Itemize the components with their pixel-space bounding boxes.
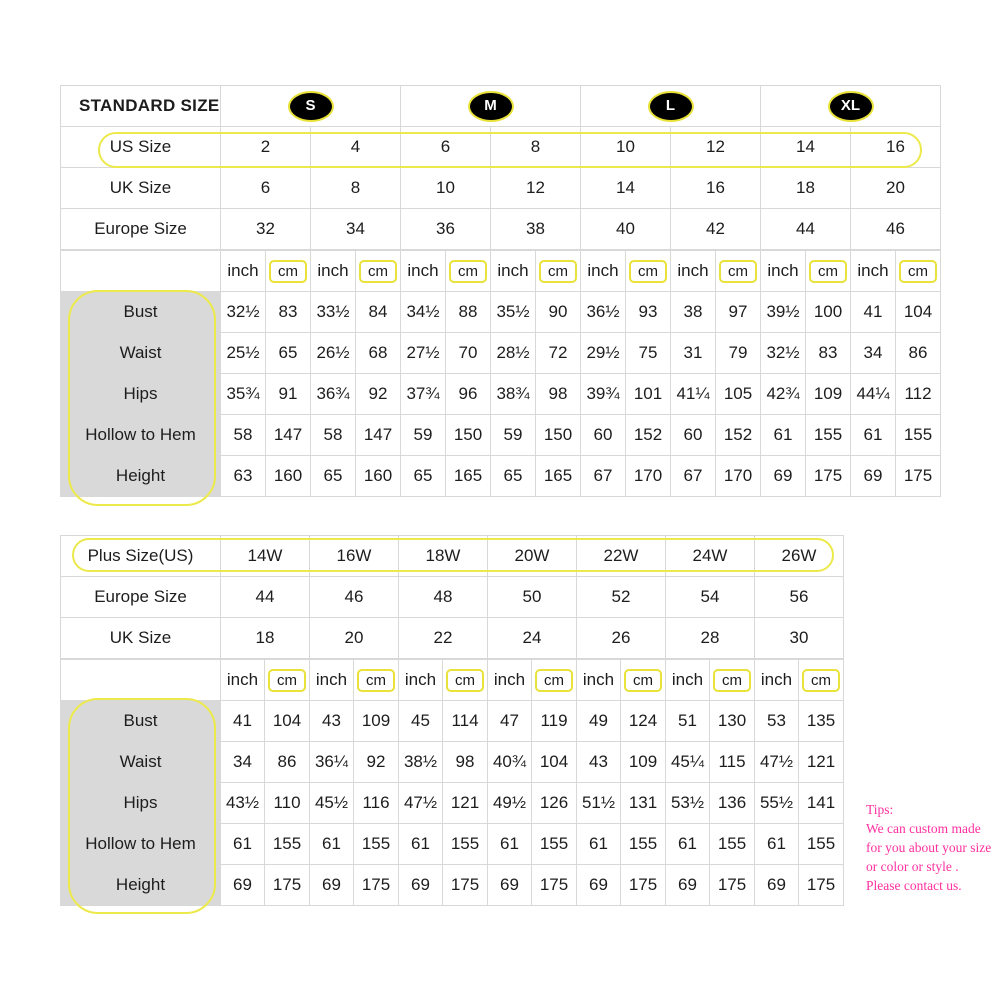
table-row: [61, 333, 941, 374]
cell: 69: [310, 865, 354, 906]
cell: 35¾: [221, 374, 266, 415]
cell: 37¾: [401, 374, 446, 415]
cell: 44: [221, 577, 310, 618]
cell: 65: [311, 456, 356, 497]
cell: 31: [671, 333, 716, 374]
size-bubble-l: L: [648, 91, 694, 122]
cell: 175: [806, 456, 851, 497]
cell: 12: [491, 168, 581, 209]
table-row: [61, 783, 844, 824]
cell: 53: [755, 701, 799, 742]
cell: 61: [666, 824, 710, 865]
table-row: [61, 127, 941, 168]
cell: 83: [266, 292, 311, 333]
standard-size-chart: [60, 85, 940, 497]
cell: 124: [621, 701, 666, 742]
row-label-waist: Waist: [61, 333, 221, 374]
cell: 12: [671, 127, 761, 168]
cell: 109: [806, 374, 851, 415]
cell: 155: [710, 824, 755, 865]
cell: 42¾: [761, 374, 806, 415]
cell: 56: [755, 577, 844, 618]
table-row: [61, 374, 941, 415]
cell: 61: [488, 824, 532, 865]
unit-inch: inch: [399, 660, 443, 701]
cell: 126: [532, 783, 577, 824]
cell: 47½: [399, 783, 443, 824]
cell: 70: [446, 333, 491, 374]
cell: 52: [577, 577, 666, 618]
cell: 45½: [310, 783, 354, 824]
cell: 61: [310, 824, 354, 865]
unit-inch: inch: [761, 251, 806, 292]
row-label-hips: Hips: [61, 374, 221, 415]
cell: 40¾: [488, 742, 532, 783]
cell: 86: [896, 333, 941, 374]
cell: 69: [761, 456, 806, 497]
cell: 165: [536, 456, 581, 497]
cell: 69: [221, 865, 265, 906]
unit-inch: inch: [755, 660, 799, 701]
cell: 91: [266, 374, 311, 415]
unit-row-label: [61, 251, 221, 292]
cell: 135: [799, 701, 844, 742]
unit-cm-cell: [621, 660, 666, 701]
cell: 58: [311, 415, 356, 456]
cell: 38¾: [491, 374, 536, 415]
cell: 10: [401, 168, 491, 209]
cell: 18W: [399, 536, 488, 577]
cell: 165: [446, 456, 491, 497]
cell: 155: [265, 824, 310, 865]
cell: 121: [799, 742, 844, 783]
cm-badge: cm: [535, 669, 573, 692]
cell: 34½: [401, 292, 446, 333]
cell: 51: [666, 701, 710, 742]
cell: 83: [806, 333, 851, 374]
cell: 63: [221, 456, 266, 497]
cell: 32½: [761, 333, 806, 374]
cell: 54: [666, 577, 755, 618]
table-row: [61, 618, 844, 659]
cell: 26: [577, 618, 666, 659]
cell: 38: [491, 209, 581, 250]
cell: 109: [354, 701, 399, 742]
cell: 20: [310, 618, 399, 659]
unit-inch: inch: [581, 251, 626, 292]
cell: 104: [532, 742, 577, 783]
cell: 110: [265, 783, 310, 824]
row-label-bust: Bust: [61, 292, 221, 333]
cell: 97: [716, 292, 761, 333]
cm-badge: cm: [446, 669, 484, 692]
cell: 61: [761, 415, 806, 456]
cell: 16: [851, 127, 941, 168]
unit-cm-cell: [532, 660, 577, 701]
cell: 68: [356, 333, 401, 374]
row-label-hollow-to-hem: Hollow to Hem: [61, 415, 221, 456]
cell: 39½: [761, 292, 806, 333]
unit-cm-cell: [446, 251, 491, 292]
cell: 32: [221, 209, 311, 250]
cell: 27½: [401, 333, 446, 374]
cell: 175: [265, 865, 310, 906]
cell: 59: [491, 415, 536, 456]
cell: 33½: [311, 292, 356, 333]
cell: 58: [221, 415, 266, 456]
unit-row-label: [61, 660, 221, 701]
cm-badge: cm: [713, 669, 751, 692]
cell: 114: [443, 701, 488, 742]
cell: 14: [761, 127, 851, 168]
cell: 152: [716, 415, 761, 456]
table-row: [61, 577, 844, 618]
cm-badge: cm: [269, 260, 307, 283]
cell: 41¼: [671, 374, 716, 415]
cell: 155: [806, 415, 851, 456]
cell: 72: [536, 333, 581, 374]
table-row: [61, 209, 941, 250]
cell: 4: [311, 127, 401, 168]
cell: 69: [851, 456, 896, 497]
size-bubble-m-cell: [401, 86, 581, 127]
cm-badge: cm: [802, 669, 840, 692]
cell: 69: [577, 865, 621, 906]
cell: 92: [354, 742, 399, 783]
cell: 14W: [221, 536, 310, 577]
row-label-height: Height: [61, 865, 221, 906]
unit-inch: inch: [221, 251, 266, 292]
cell: 170: [716, 456, 761, 497]
cell: 18: [221, 618, 310, 659]
cell: 160: [356, 456, 401, 497]
table-row: [61, 701, 844, 742]
table-row: [61, 292, 941, 333]
cell: 175: [896, 456, 941, 497]
cm-badge: cm: [268, 669, 306, 692]
cell: 67: [671, 456, 716, 497]
cell: 34: [851, 333, 896, 374]
table-row: [61, 742, 844, 783]
cell: 24: [488, 618, 577, 659]
unit-inch: inch: [671, 251, 716, 292]
cell: 61: [221, 824, 265, 865]
size-bubble-s: S: [288, 91, 334, 122]
row-label-bust: Bust: [61, 701, 221, 742]
cell: 29½: [581, 333, 626, 374]
size-bubble-xl-cell: [761, 86, 941, 127]
unit-cm-cell: [710, 660, 755, 701]
cell: 38½: [399, 742, 443, 783]
cell: 175: [710, 865, 755, 906]
row-label-us-size: US Size: [61, 127, 221, 168]
cell: 160: [266, 456, 311, 497]
size-bubble-l-cell: [581, 86, 761, 127]
cell: 47½: [755, 742, 799, 783]
cell: 36¾: [311, 374, 356, 415]
cell: 119: [532, 701, 577, 742]
cell: 30: [755, 618, 844, 659]
cell: 40: [581, 209, 671, 250]
cell: 48: [399, 577, 488, 618]
plus-measurement-table: [60, 659, 844, 906]
cell: 84: [356, 292, 401, 333]
cell: 6: [401, 127, 491, 168]
cm-badge: cm: [629, 260, 667, 283]
cell: 152: [626, 415, 671, 456]
cell: 92: [356, 374, 401, 415]
unit-cm-cell: [799, 660, 844, 701]
cell: 100: [806, 292, 851, 333]
cell: 45: [399, 701, 443, 742]
cell: 69: [399, 865, 443, 906]
cell: 98: [536, 374, 581, 415]
cell: 39¾: [581, 374, 626, 415]
cell: 155: [443, 824, 488, 865]
cell: 96: [446, 374, 491, 415]
cell: 104: [896, 292, 941, 333]
cell: 155: [621, 824, 666, 865]
cell: 150: [446, 415, 491, 456]
tips-line-2: We can custom made: [866, 821, 981, 836]
plus-unit-row: [61, 660, 844, 701]
cell: 86: [265, 742, 310, 783]
cell: 61: [577, 824, 621, 865]
cell: 130: [710, 701, 755, 742]
cell: 155: [896, 415, 941, 456]
cell: 175: [532, 865, 577, 906]
cell: 109: [621, 742, 666, 783]
unit-inch: inch: [488, 660, 532, 701]
cell: 43: [577, 742, 621, 783]
cell: 175: [799, 865, 844, 906]
cell: 2: [221, 127, 311, 168]
cell: 65: [401, 456, 446, 497]
unit-cm-cell: [356, 251, 401, 292]
cell: 141: [799, 783, 844, 824]
cm-badge: cm: [899, 260, 937, 283]
row-label-plus-size-us: Plus Size(US): [61, 536, 221, 577]
cm-badge: cm: [359, 260, 397, 283]
cell: 50: [488, 577, 577, 618]
cell: 41: [221, 701, 265, 742]
cell: 60: [671, 415, 716, 456]
unit-inch: inch: [221, 660, 265, 701]
cell: 28: [666, 618, 755, 659]
tips-line-1: Tips:: [866, 802, 894, 817]
cell: 55½: [755, 783, 799, 824]
cell: 41: [851, 292, 896, 333]
table-row: [61, 824, 844, 865]
cell: 67: [581, 456, 626, 497]
cell: 175: [354, 865, 399, 906]
cell: 69: [666, 865, 710, 906]
cell: 69: [755, 865, 799, 906]
unit-cm-cell: [716, 251, 761, 292]
cm-badge: cm: [809, 260, 847, 283]
cell: 43½: [221, 783, 265, 824]
cm-badge: cm: [449, 260, 487, 283]
cell: 49½: [488, 783, 532, 824]
cell: 136: [710, 783, 755, 824]
plus-size-chart: [60, 535, 842, 906]
row-label-uk-size: UK Size: [61, 168, 221, 209]
cm-badge: cm: [357, 669, 395, 692]
cell: 59: [401, 415, 446, 456]
cell: 105: [716, 374, 761, 415]
table-row: [61, 415, 941, 456]
cell: 61: [399, 824, 443, 865]
cell: 75: [626, 333, 671, 374]
tips-note: [866, 800, 996, 895]
cell: 32½: [221, 292, 266, 333]
tips-line-5: Please contact us.: [866, 878, 962, 893]
cell: 155: [799, 824, 844, 865]
cell: 34: [311, 209, 401, 250]
unit-cm-cell: [626, 251, 671, 292]
row-label-hollow-to-hem: Hollow to Hem: [61, 824, 221, 865]
row-label-hips: Hips: [61, 783, 221, 824]
cell: 36: [401, 209, 491, 250]
cell: 88: [446, 292, 491, 333]
unit-cm-cell: [265, 660, 310, 701]
cell: 43: [310, 701, 354, 742]
cell: 65: [491, 456, 536, 497]
cell: 20W: [488, 536, 577, 577]
cell: 46: [310, 577, 399, 618]
unit-cm-cell: [536, 251, 581, 292]
cell: 8: [311, 168, 401, 209]
unit-inch: inch: [311, 251, 356, 292]
cell: 28½: [491, 333, 536, 374]
cell: 104: [265, 701, 310, 742]
unit-inch: inch: [401, 251, 446, 292]
cell: 155: [354, 824, 399, 865]
cell: 26½: [311, 333, 356, 374]
standard-unit-row: [61, 251, 941, 292]
cell: 36¼: [310, 742, 354, 783]
cell: 16: [671, 168, 761, 209]
cell: 36½: [581, 292, 626, 333]
row-label-uk-size: UK Size: [61, 618, 221, 659]
cell: 147: [266, 415, 311, 456]
size-bubble-s-cell: [221, 86, 401, 127]
cell: 175: [443, 865, 488, 906]
cell: 116: [354, 783, 399, 824]
cm-badge: cm: [624, 669, 662, 692]
cell: 175: [621, 865, 666, 906]
row-label-europe-size: Europe Size: [61, 209, 221, 250]
table-row: [61, 456, 941, 497]
standard-size-table: [60, 85, 941, 250]
cell: 150: [536, 415, 581, 456]
cell: 69: [488, 865, 532, 906]
table-row: [61, 536, 844, 577]
cell: 170: [626, 456, 671, 497]
row-label-height: Height: [61, 456, 221, 497]
cell: 131: [621, 783, 666, 824]
cell: 16W: [310, 536, 399, 577]
cell: 79: [716, 333, 761, 374]
standard-title: STANDARD SIZE: [61, 86, 221, 127]
cell: 44¼: [851, 374, 896, 415]
unit-inch: inch: [577, 660, 621, 701]
cell: 155: [532, 824, 577, 865]
cell: 20: [851, 168, 941, 209]
cell: 10: [581, 127, 671, 168]
cell: 6: [221, 168, 311, 209]
unit-cm-cell: [266, 251, 311, 292]
table-row: [61, 168, 941, 209]
cell: 34: [221, 742, 265, 783]
cell: 65: [266, 333, 311, 374]
table-row: [61, 865, 844, 906]
tips-line-4: or color or style .: [866, 859, 959, 874]
cell: 112: [896, 374, 941, 415]
unit-cm-cell: [443, 660, 488, 701]
row-label-waist: Waist: [61, 742, 221, 783]
cell: 60: [581, 415, 626, 456]
cell: 147: [356, 415, 401, 456]
tips-line-3: for you about your size: [866, 840, 992, 855]
cell: 93: [626, 292, 671, 333]
cell: 22W: [577, 536, 666, 577]
cell: 24W: [666, 536, 755, 577]
row-label-europe-size: Europe Size: [61, 577, 221, 618]
cell: 35½: [491, 292, 536, 333]
size-bubble-xl: XL: [828, 91, 874, 122]
cm-badge: cm: [719, 260, 757, 283]
cell: 18: [761, 168, 851, 209]
cell: 49: [577, 701, 621, 742]
unit-cm-cell: [896, 251, 941, 292]
cell: 115: [710, 742, 755, 783]
unit-inch: inch: [310, 660, 354, 701]
cell: 51½: [577, 783, 621, 824]
cell: 14: [581, 168, 671, 209]
standard-measurement-table: [60, 250, 941, 497]
plus-size-table: [60, 535, 844, 659]
cell: 38: [671, 292, 716, 333]
cell: 46: [851, 209, 941, 250]
unit-cm-cell: [354, 660, 399, 701]
cm-badge: cm: [539, 260, 577, 283]
cell: 22: [399, 618, 488, 659]
size-bubble-m: M: [468, 91, 514, 122]
cell: 42: [671, 209, 761, 250]
cell: 8: [491, 127, 581, 168]
unit-inch: inch: [666, 660, 710, 701]
cell: 61: [851, 415, 896, 456]
unit-cm-cell: [806, 251, 851, 292]
cell: 45¼: [666, 742, 710, 783]
standard-header-row: [61, 86, 941, 127]
cell: 61: [755, 824, 799, 865]
cell: 101: [626, 374, 671, 415]
unit-inch: inch: [491, 251, 536, 292]
cell: 98: [443, 742, 488, 783]
unit-inch: inch: [851, 251, 896, 292]
cell: 53½: [666, 783, 710, 824]
cell: 90: [536, 292, 581, 333]
cell: 44: [761, 209, 851, 250]
cell: 121: [443, 783, 488, 824]
cell: 25½: [221, 333, 266, 374]
cell: 47: [488, 701, 532, 742]
cell: 26W: [755, 536, 844, 577]
